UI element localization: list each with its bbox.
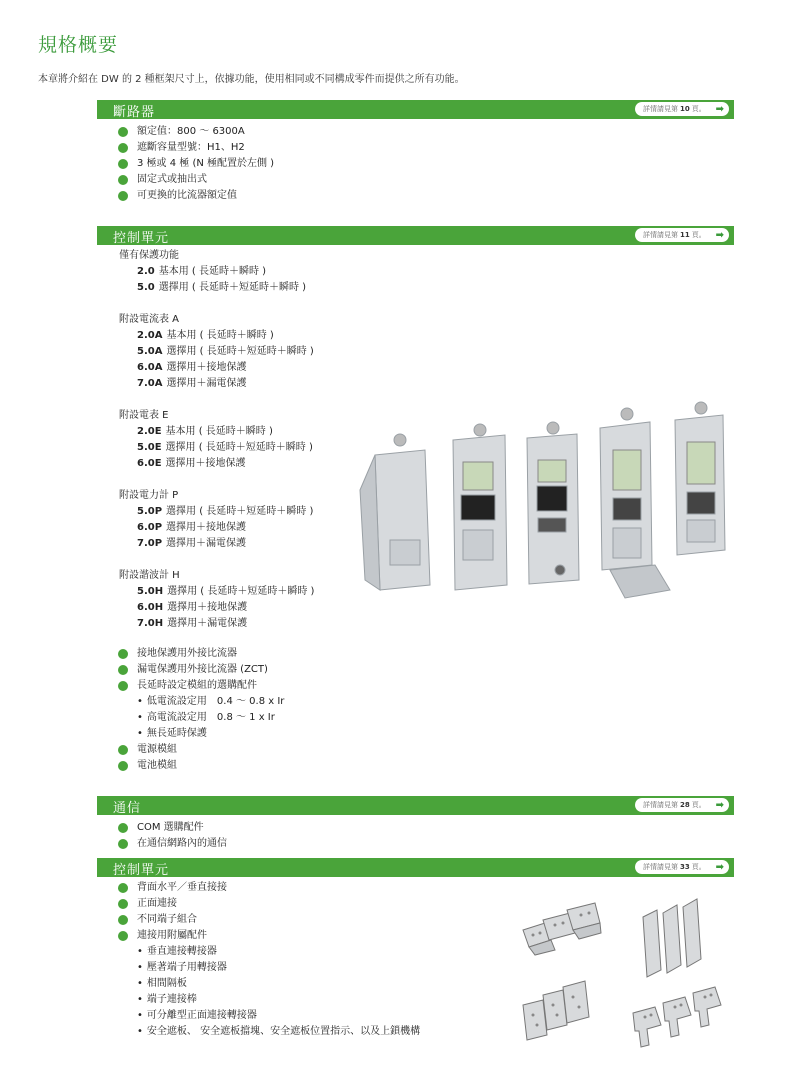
page-ref-link[interactable]: 詳情請見第 10 頁。 ➡ bbox=[635, 102, 729, 116]
list-item: • 無長延時保護 bbox=[137, 728, 207, 739]
section-bar-control bbox=[97, 226, 734, 245]
page-ref-link[interactable]: 詳情請見第 33 頁。 ➡ bbox=[635, 860, 729, 874]
list-item: 7.0A 選擇用＋漏電保護 bbox=[137, 378, 247, 389]
meter-group: 附設電表 E 2.0E 基本用 ( 長延時＋瞬時 ) 5.0E 選擇用 ( 長延時＋短延時＋瞬時 ) 6.0E 選擇用＋接地保護 bbox=[119, 408, 313, 472]
list-item: COM 選購配件 bbox=[118, 820, 227, 836]
list-item: 固定式或抽出式 bbox=[118, 172, 274, 188]
list-item: 2.0 基本用 ( 長延時＋瞬時 ) bbox=[137, 266, 267, 277]
list-item: 額定值：800 ～ 6300A bbox=[118, 124, 274, 140]
list-item: 可更換的比流器額定值 bbox=[118, 188, 274, 204]
intro-text: 本章將介紹在 DW 的 2 種框架尺寸上，依據功能，使用相同或不同構成零件而提供之所有功能。 bbox=[38, 74, 465, 85]
page-ref-link[interactable]: 詳情請見第 11 頁。 ➡ bbox=[635, 228, 729, 242]
control-options-list bbox=[118, 646, 284, 774]
list-item: 在通信網路內的通信 bbox=[118, 836, 227, 852]
connection-bar bbox=[633, 1007, 661, 1047]
list-item: 2.0A 基本用 ( 長延時＋瞬時 ) bbox=[137, 330, 274, 341]
connection-list bbox=[118, 880, 420, 1040]
section-title: 通信 bbox=[113, 801, 142, 816]
list-item: 連接用附屬配件 bbox=[118, 928, 420, 944]
list-item: 不同端子組合 bbox=[118, 912, 420, 928]
list-item: 5.0E 選擇用 ( 長延時＋短延時＋瞬時 ) bbox=[137, 442, 313, 453]
list-item: • 端子連接棒 bbox=[137, 994, 197, 1005]
comm-list bbox=[118, 820, 227, 852]
harmonic-group: 附設諧波計 H 5.0H 選擇用 ( 長延時＋短延時＋瞬時 ) 6.0H 選擇用＋接地保護 7.0H 選擇用＋漏電保護 bbox=[119, 568, 314, 632]
trip-unit-1 bbox=[375, 450, 430, 590]
list-item: 背面水平／垂直接接 bbox=[118, 880, 420, 896]
list-item: • 垂直連接轉接器 bbox=[137, 946, 217, 957]
power-meter-group: 附設電力計 P 5.0P 選擇用 ( 長延時＋短延時＋瞬時 ) 6.0P 選擇用＋接地保護 7.0P 選擇用＋漏電保護 bbox=[119, 488, 313, 552]
list-item: • 低電流設定用 0.4 ～ 0.8 x Ir bbox=[137, 696, 285, 707]
list-item: 7.0H 選擇用＋漏電保護 bbox=[137, 618, 248, 629]
section-bar-connection bbox=[97, 858, 734, 877]
list-item: 長延時設定模組的選購配件 bbox=[118, 678, 284, 694]
list-item: • 壓著端子用轉接器 bbox=[137, 962, 227, 973]
section-title: 控制單元 bbox=[113, 863, 170, 878]
list-item: • 相間隔板 bbox=[137, 978, 187, 989]
section-title: 控制單元 bbox=[113, 231, 170, 246]
front-connection-adapter bbox=[523, 1000, 547, 1040]
list-item: • 高電流設定用 0.8 ～ 1 x Ir bbox=[137, 712, 275, 723]
list-item: 6.0A 選擇用＋接地保護 bbox=[137, 362, 247, 373]
arrow-right-icon: ➡ bbox=[715, 103, 724, 115]
list-item: 6.0E 選擇用＋接地保護 bbox=[137, 458, 246, 469]
arrow-right-icon: ➡ bbox=[715, 229, 724, 241]
list-item: 遮斷容量型號：H1、H2 bbox=[118, 140, 274, 156]
phase-barrier bbox=[643, 910, 661, 977]
list-item: 3 極或 4 極 (N 極配置於左側 ) bbox=[118, 156, 274, 172]
list-item: • 可分離型正面連接轉接器 bbox=[137, 1010, 257, 1021]
page-ref-link[interactable]: 詳情請見第 28 頁。 ➡ bbox=[635, 798, 729, 812]
breaker-list bbox=[118, 124, 274, 204]
list-item: 5.0 選擇用 ( 長延時＋短延時＋瞬時 ) bbox=[137, 282, 307, 293]
page-title: 規格概要 bbox=[38, 34, 119, 56]
list-item: 2.0E 基本用 ( 長延時＋瞬時 ) bbox=[137, 426, 273, 437]
list-item: 5.0H 選擇用 ( 長延時＋短延時＋瞬時 ) bbox=[137, 586, 315, 597]
list-item: • 安全遮板、 安全遮板擋塊、安全遮板位置指示、以及上鎖機構 bbox=[137, 1026, 421, 1037]
arrow-right-icon: ➡ bbox=[715, 861, 724, 873]
list-item: 電池模組 bbox=[118, 758, 284, 774]
section-bar-breaker bbox=[97, 100, 734, 119]
list-item: 電源模組 bbox=[118, 742, 284, 758]
connection-accessories-image bbox=[515, 895, 730, 1055]
list-item: 6.0H 選擇用＋接地保護 bbox=[137, 602, 248, 613]
list-item: 7.0P 選擇用＋漏電保護 bbox=[137, 538, 247, 549]
section-title: 斷路器 bbox=[113, 105, 156, 120]
list-item: 正面連接 bbox=[118, 896, 420, 912]
section-bar-comm bbox=[97, 796, 734, 815]
control-units-image bbox=[355, 400, 735, 600]
list-item: 5.0A 選擇用 ( 長延時＋短延時＋瞬時 ) bbox=[137, 346, 314, 357]
list-item: 6.0P 選擇用＋接地保護 bbox=[137, 522, 247, 533]
ammeter-group: 附設電流表 A 2.0A 基本用 ( 長延時＋瞬時 ) 5.0A 選擇用 ( 長延時＋短延時＋瞬時 ) 6.0A 選擇用＋接地保護 7.0A 選擇用＋漏電保護 bbox=[119, 312, 314, 392]
protection-group: 僅有保護功能 2.0 基本用 ( 長延時＋瞬時 ) 5.0 選擇用 ( 長延時＋短延時＋瞬時 ) bbox=[119, 248, 306, 296]
list-item: 5.0P 選擇用 ( 長延時＋短延時＋瞬時 ) bbox=[137, 506, 314, 517]
list-item: 接地保護用外接比流器 bbox=[118, 646, 284, 662]
arrow-right-icon: ➡ bbox=[715, 799, 724, 811]
list-item: 漏電保護用外接比流器 (ZCT) bbox=[118, 662, 284, 678]
